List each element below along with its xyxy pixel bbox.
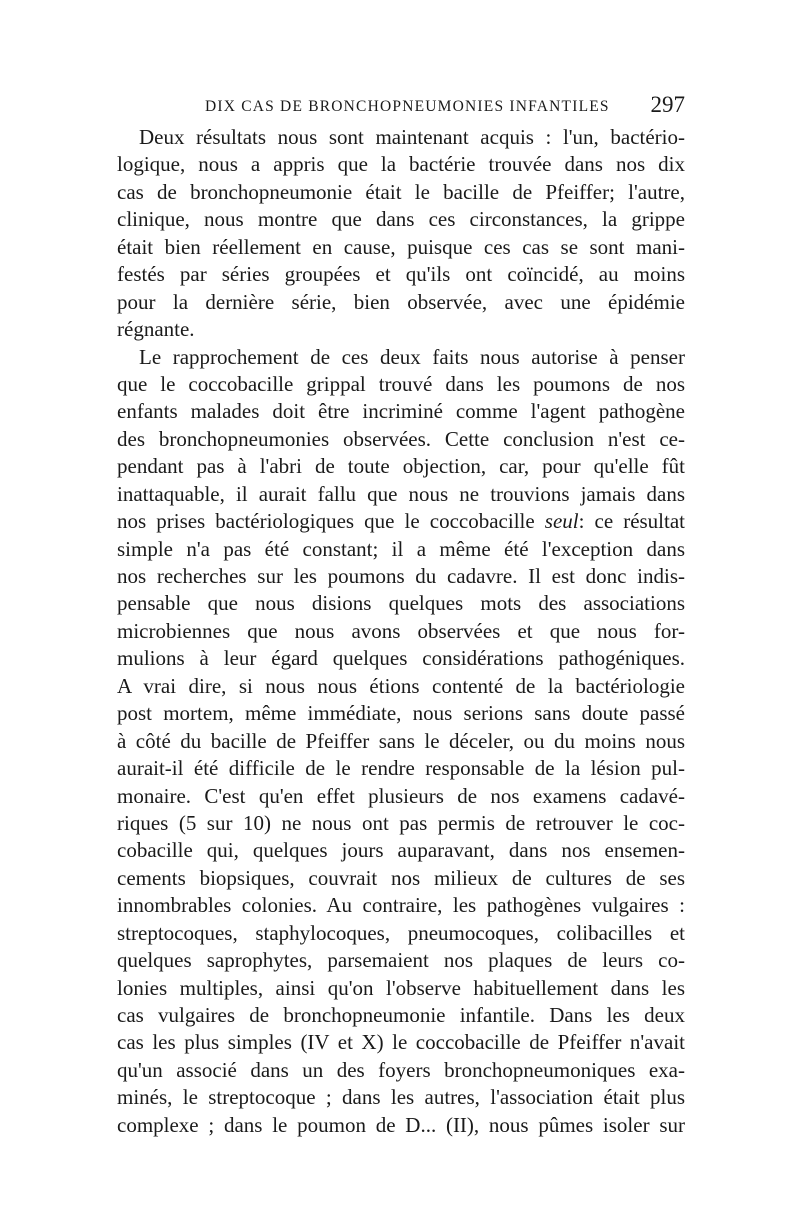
text-line	[117, 865, 685, 892]
text-line-content: inattaquable, il aurait fallu que nous ne trouvions jamais dans	[117, 481, 685, 506]
text-line	[117, 975, 685, 1002]
text-line-content: cas les plus simples (IV et X) le coccobacille de Pfeiffer n'avait	[117, 1030, 685, 1055]
text-line-content: simple n'a pas été constant; il a même été l'exception dans	[117, 536, 685, 561]
text-line	[117, 1057, 685, 1084]
text-line-content: A vrai dire, si nous nous étions contenté de la bactériologie	[117, 673, 685, 698]
text-line	[117, 673, 685, 700]
text-line-content: streptocoques, staphylocoques, pneumocoques, colibacilles et	[117, 920, 685, 945]
text-line-content: riques (5 sur 10) ne nous ont pas permis de retrouver le coc-	[117, 810, 685, 835]
text-line	[117, 700, 685, 727]
text-line-content: enfants malades doit être incriminé comme l'agent pathogène	[117, 399, 685, 424]
text-line	[117, 206, 685, 233]
text-line	[117, 1084, 685, 1111]
text-line-content: pensable que nous disions quelques mots des associations	[117, 591, 685, 616]
text-line	[117, 783, 685, 810]
body-text	[117, 124, 685, 1139]
text-line	[117, 234, 685, 261]
text-line	[117, 151, 685, 178]
text-line-tail: : ce résultat	[578, 509, 686, 534]
text-line	[117, 892, 685, 919]
text-line	[117, 261, 685, 288]
page-header	[117, 92, 685, 122]
text-line-content: nos recherches sur les poumons du cadavre. Il est donc indis-	[117, 564, 685, 588]
text-line	[117, 755, 685, 782]
text-line	[117, 947, 685, 974]
text-line-content: complexe ; dans le poumon de D... (II), nous pûmes isoler sur	[117, 1112, 685, 1137]
text-line-content: cements biopsiques, couvrait nos milieux de cultures de ses	[117, 865, 685, 890]
text-line-content: clinique, nous montre que dans ces circonstances, la grippe	[117, 207, 685, 232]
text-line-content: nos prises bactériologiques que le coccobacille	[117, 509, 535, 534]
text-line	[117, 728, 685, 755]
text-line	[117, 398, 685, 425]
text-line	[117, 344, 685, 371]
text-line	[117, 563, 685, 590]
text-line-content: que le coccobacille grippal trouvé dans les poumons de nos	[117, 371, 685, 396]
text-line-content: cobacille qui, quelques jours auparavant, dans nos ensemen-	[117, 838, 685, 863]
text-line	[117, 645, 685, 672]
text-line	[117, 618, 685, 645]
text-line	[117, 1029, 685, 1056]
text-line-content: Deux résultats nous sont maintenant acquis : l'un, bactério-	[139, 125, 685, 149]
text-line-content: pour la dernière série, bien observée, avec une épidémie	[117, 289, 685, 314]
text-line-content: des bronchopneumonies observées. Cette conclusion n'est ce-	[117, 426, 685, 451]
text-line	[117, 508, 685, 535]
text-line-content: cas vulgaires de bronchopneumonie infantile. Dans les deux	[117, 1003, 685, 1027]
text-line	[117, 371, 685, 398]
text-line-content: cas de bronchopneumonie était le bacille de Pfeiffer; l'autre,	[117, 179, 685, 204]
text-line-content: minés, le streptocoque ; dans les autres, l'association était plus	[117, 1085, 685, 1110]
text-line-content: post mortem, même immédiate, nous serions sans doute passé	[117, 701, 685, 726]
text-line-content: mulions à leur égard quelques considérations pathogéniques.	[117, 646, 685, 671]
text-line-content: lonies multiples, ainsi qu'on l'observe habituellement dans les	[117, 975, 685, 1000]
text-line-content: quelques saprophytes, parsemaient nos plaques de leurs co-	[117, 948, 685, 973]
text-line	[117, 920, 685, 947]
text-line	[117, 179, 685, 206]
text-line	[117, 289, 685, 316]
text-line	[117, 124, 685, 151]
text-line	[117, 536, 685, 563]
page-number: 297	[650, 92, 685, 117]
text-line-content: qu'un associé dans un des foyers bronchopneumoniques exa-	[117, 1057, 685, 1082]
text-line	[117, 481, 685, 508]
italic-word: seul	[544, 509, 579, 534]
text-line	[117, 1112, 685, 1139]
text-line-content: aurait-il été difficile de le rendre responsable de la lésion pul-	[117, 756, 685, 781]
text-line-content: logique, nous a appris que la bactérie trouvée dans nos dix	[117, 152, 685, 177]
running-title: DIX CAS DE BRONCHOPNEUMONIES INFANTILES	[205, 98, 610, 115]
text-line-content: Le rapprochement de ces deux faits nous autorise à penser	[139, 344, 685, 369]
text-line-content: innombrables colonies. Au contraire, les pathogènes vulgaires :	[117, 893, 685, 918]
text-line-content: était bien réellement en cause, puisque ces cas se sont mani-	[117, 234, 685, 259]
text-line	[117, 316, 685, 343]
text-line-content: monaire. C'est qu'en effet plusieurs de nos examens cadavé-	[117, 783, 685, 808]
text-line	[117, 453, 685, 480]
text-line-content: microbiennes que nous avons observées et que nous for-	[117, 618, 685, 643]
text-line	[117, 810, 685, 837]
text-line-content: pendant pas à l'abri de toute objection, car, pour qu'elle fût	[117, 454, 685, 479]
text-line-content: festés par séries groupées et qu'ils ont coïncidé, au moins	[117, 262, 685, 287]
text-line-content: à côté du bacille de Pfeiffer sans le déceler, ou du moins nous	[117, 728, 685, 753]
text-line	[117, 837, 685, 864]
text-line	[117, 426, 685, 453]
text-line	[117, 1002, 685, 1029]
text-line-content: régnante.	[117, 317, 195, 342]
text-line	[117, 590, 685, 617]
